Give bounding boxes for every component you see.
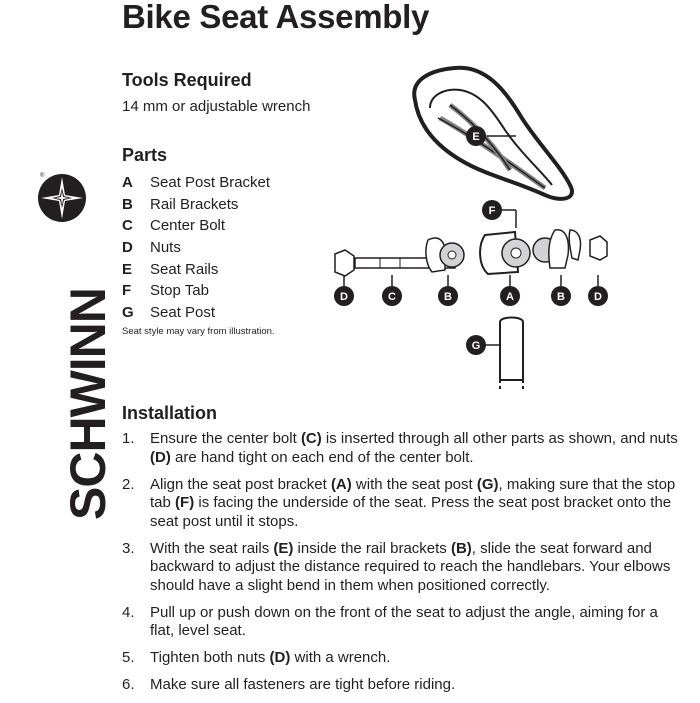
step-text (150, 604, 682, 641)
callout-f (482, 200, 516, 228)
tools-text: 14 mm or adjustable wrench (122, 98, 311, 115)
callout-g-label: G (471, 340, 481, 352)
part-item (122, 215, 270, 237)
part-name: Seat Rails (150, 260, 219, 278)
assembly-diagram (320, 60, 640, 390)
page-title: Bike Seat Assembly (122, 0, 430, 35)
callout-e-label: E (472, 131, 480, 143)
part-name: Center Bolt (150, 217, 226, 235)
part-letter: F (122, 282, 132, 300)
installation-step (122, 649, 682, 668)
part-reference: (D) (269, 649, 291, 666)
callout-label: C (388, 291, 396, 303)
part-name: Seat Post Bracket (150, 174, 271, 192)
step-text-segment: Align the seat post bracket (150, 475, 331, 493)
installation-step (122, 676, 682, 695)
callout-label: D (594, 291, 602, 303)
part-reference: (G) (476, 475, 499, 493)
part-callout-row (334, 275, 608, 306)
part-item (122, 258, 270, 280)
step-text-segment: Pull up or push down on the front of the seat to adjust the angle, aiming for a flat, level seat. (150, 603, 658, 639)
tools-heading: Tools Required (122, 70, 252, 90)
step-text-segment: is facing the underside of the seat. Press the seat post bracket onto the seat post until it stops. (150, 494, 672, 530)
part-name: Nuts (150, 239, 181, 257)
part-letter: C (122, 217, 133, 235)
step-text (150, 476, 682, 532)
step-number: 2. (122, 475, 135, 493)
part-letter: B (122, 195, 133, 213)
step-number: 6. (122, 676, 135, 693)
part-reference: (F) (175, 494, 195, 511)
callout-label: B (444, 291, 452, 303)
part-letter: D (122, 239, 133, 257)
callout-label: B (557, 291, 565, 303)
step-text-segment: With the seat rails (150, 539, 274, 557)
installation-step (122, 430, 682, 467)
step-text-segment: with the seat post (351, 475, 477, 493)
step-text-segment: , slide the seat forward and backward to adjust the distance required to reach the handlebars. Your elbows should have a slight bend in them when positioned correctly. (150, 539, 671, 594)
part-item (122, 172, 270, 194)
callout-a (500, 275, 520, 306)
callout-label: D (340, 291, 348, 303)
star-emblem-icon (36, 172, 88, 232)
part-item (122, 237, 270, 259)
callout-b (551, 275, 571, 306)
part-letter: E (122, 260, 133, 278)
step-text (150, 676, 455, 695)
part-item (122, 280, 270, 302)
installation-step (122, 604, 682, 641)
illustration-note: Seat style may vary from illustration. (122, 326, 275, 337)
seat-post-illustration (466, 318, 523, 391)
seat-illustration (414, 68, 572, 199)
parts-heading: Parts (122, 145, 168, 165)
brand-wordmark: SCHWINN (60, 288, 116, 520)
part-reference: (D) (150, 448, 171, 466)
step-number: 5. (122, 649, 135, 666)
callout-d (588, 275, 608, 306)
step-text-segment: , making sure that the stop tab (150, 475, 676, 511)
part-name: Seat Post (150, 303, 216, 321)
part-reference: (B) (450, 539, 472, 557)
installation-steps (122, 430, 682, 703)
step-text-segment: Ensure the center bolt (150, 430, 301, 447)
callout-b (438, 275, 458, 306)
step-text (150, 430, 682, 467)
installation-heading: Installation (122, 403, 218, 423)
step-text-segment: is inserted through all other parts as shown, and nuts (321, 430, 678, 447)
part-reference: (E) (273, 539, 294, 557)
part-item (122, 194, 270, 216)
callout-c (382, 275, 402, 306)
callout-label: A (506, 291, 514, 303)
step-text-segment: Tighten both nuts (150, 649, 270, 666)
step-text-segment: are hand tight on each end of the center bolt. (170, 448, 474, 466)
step-text-segment: with a wrench. (290, 649, 391, 666)
part-item (122, 302, 270, 324)
part-letter: A (122, 174, 133, 192)
part-name: Stop Tab (150, 282, 209, 300)
part-reference: (C) (300, 430, 322, 447)
registered-mark: ® (40, 173, 45, 179)
step-number: 3. (122, 539, 135, 557)
installation-step (122, 476, 682, 532)
parts-list (122, 172, 270, 323)
step-text (150, 540, 682, 596)
callout-d (334, 275, 354, 306)
step-text-segment: Make sure all fasteners are tight before riding. (150, 676, 456, 693)
callout-f-label: F (488, 205, 496, 217)
installation-step (122, 540, 682, 596)
step-number: 4. (122, 603, 135, 621)
part-name: Rail Brackets (150, 195, 239, 213)
bolt-assembly (335, 230, 607, 276)
step-text-segment: inside the rail brackets (293, 539, 451, 557)
step-text (150, 649, 390, 668)
part-letter: G (122, 303, 134, 321)
step-number: 1. (122, 430, 135, 447)
part-reference: (A) (330, 475, 352, 493)
